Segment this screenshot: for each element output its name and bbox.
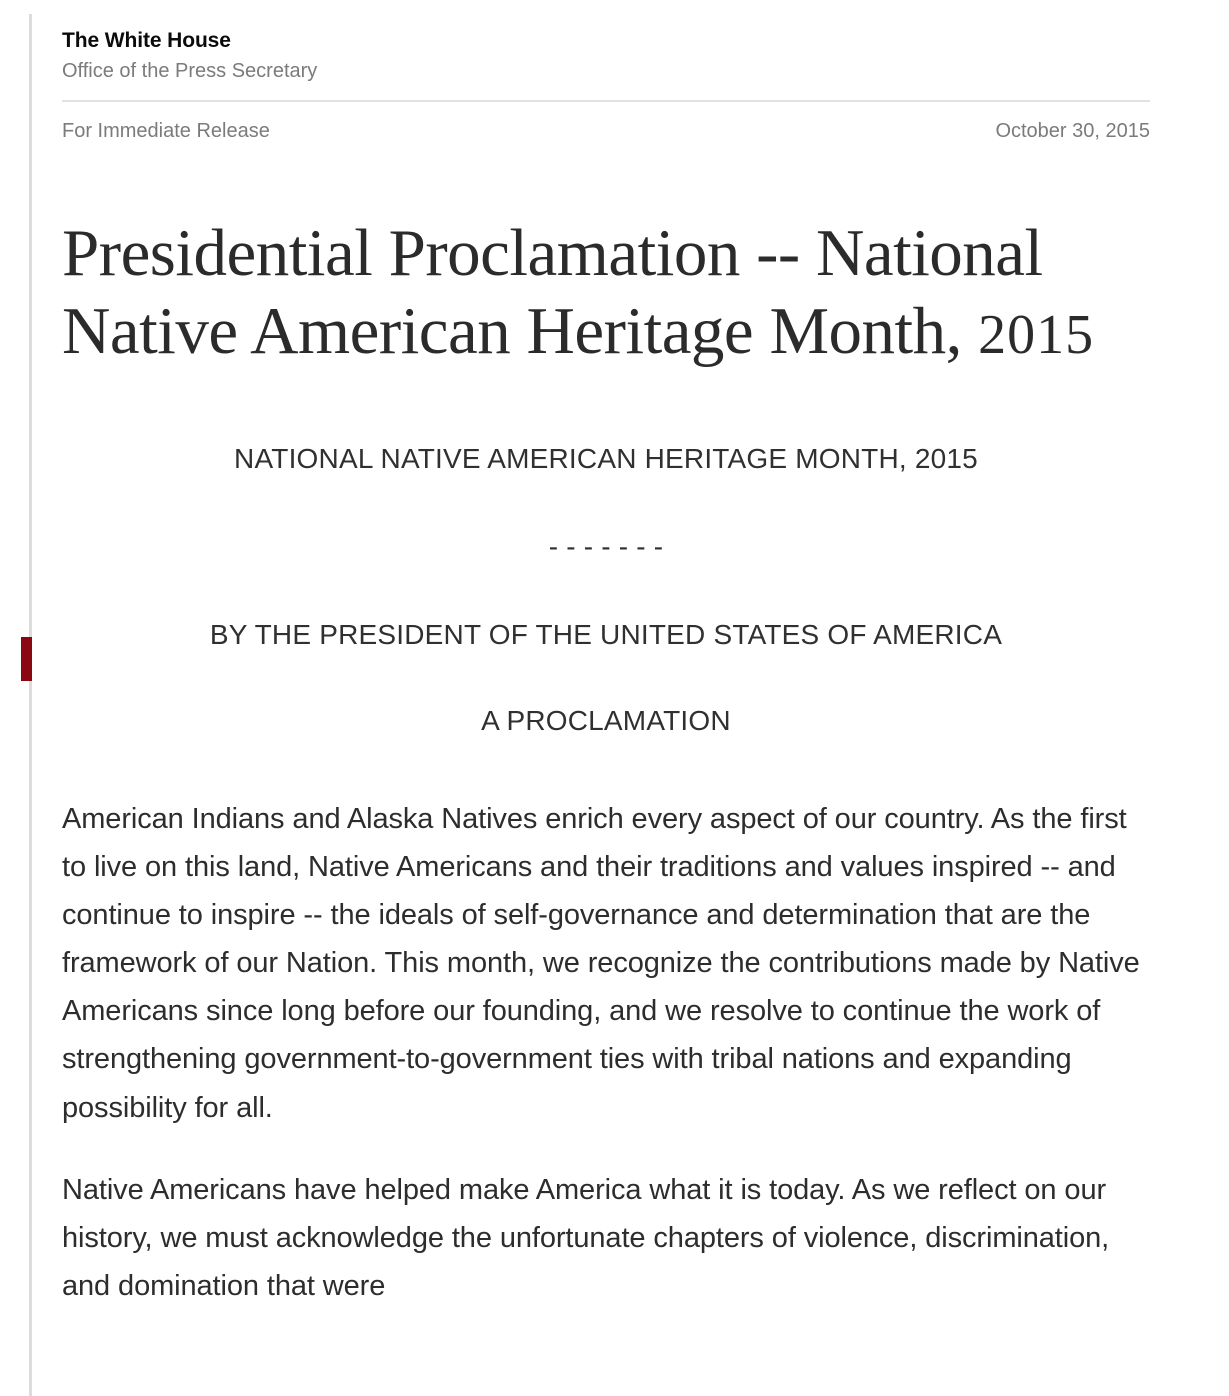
proclamation-headings [62,441,1150,740]
scroll-track[interactable] [29,14,32,1396]
title-line-2: National Native American Heritage [62,216,1043,368]
release-row [62,120,1150,143]
masthead [62,0,1162,143]
proclamation-kind: A PROCLAMATION [481,705,731,737]
office-name: Office of the Press Secretary [62,60,318,83]
title-year: 2015 [978,303,1095,366]
body-paragraph: American Indians and Alaska Natives enrich every aspect of our country. As the first to live on this land, Native Americans and their traditions and values inspired -- and continue to inspire -- the ideals of self-governance and determination that are the framework of our Nation. This month, we recognize the contributions made by Native Americans since long before our founding, and we resolve to continue the work of strengthening government-to-government ties with tribal nations and expanding possibility for all. [62,802,1140,1124]
proclamation-heading: NATIONAL NATIVE AMERICAN HERITAGE MONTH, 2015 [234,442,978,474]
proclamation-byline: BY THE PRESIDENT OF THE UNITED STATES OF AMERICA [209,619,1003,651]
release-date: October 30, 2015 [995,120,1150,143]
heading-separator: - - - - - - - [548,531,664,563]
title-line-1: Presidential Proclamation -- [62,216,800,291]
page-title [62,215,1137,370]
title-line-3: Month, [769,293,979,368]
masthead-divider [62,100,1150,102]
organization-name: The White House [62,29,231,52]
scroll-position-marker[interactable] [21,637,32,681]
document-body [62,795,1152,1310]
release-label: For Immediate Release [62,120,270,143]
content-column [62,0,1162,1310]
body-paragraph: Native Americans have helped make America what it is today. As we reflect on our history, we must acknowledge the unfortunate chapters of violence, discrimination, and domination that were [62,1173,1110,1302]
